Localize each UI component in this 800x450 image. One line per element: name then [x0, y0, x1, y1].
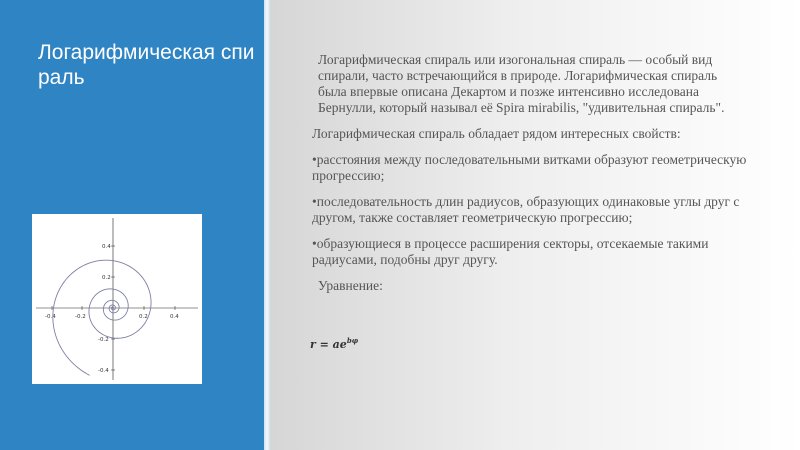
equation-exponent: bφ — [346, 336, 359, 345]
y-tick-label: -0.2 — [98, 337, 109, 343]
y-tick-label: 0.2 — [102, 275, 111, 281]
properties-lead: Логарифмическая спираль обладает рядом интересных свойств: — [312, 126, 681, 141]
x-tick-label: -0.2 — [75, 314, 86, 320]
x-tick-label: 0.4 — [170, 314, 179, 320]
slide-title: Логарифмическая спираль — [38, 41, 255, 89]
equation — [310, 336, 358, 351]
equation-base: r = ae — [310, 338, 347, 351]
equation-label: Уравнение: — [318, 278, 383, 293]
x-tick-label: 0.2 — [139, 314, 148, 320]
y-tick-label: -0.4 — [98, 368, 109, 374]
y-tick-label: 0.4 — [102, 244, 111, 250]
content-text — [312, 52, 748, 304]
intro-paragraph: Логарифмическая спираль или изогональная спираль — особый вид спирали, часто встречающийся в природе. Логарифмическая спираль была впервые описана Декартом и позже интенсивно исследована Бернулли, который называл её Spira mirabilis, "удивительная спираль". — [318, 52, 725, 115]
property-item: •расстояния между последовательными витками образуют геометрическую прогрессию; — [312, 152, 747, 183]
spiral-plot — [32, 214, 202, 384]
property-item: •последовательность длин радиусов, образующих одинаковые углы друг с другом, также составляет геометрическую прогрессию; — [312, 194, 740, 225]
property-item: •образующиеся в процессе расширения секторы, отсекаемые такими радиусами, подобны друг другу. — [312, 236, 709, 267]
x-tick-label: -0.4 — [45, 314, 56, 320]
spiral-figure — [32, 214, 202, 384]
